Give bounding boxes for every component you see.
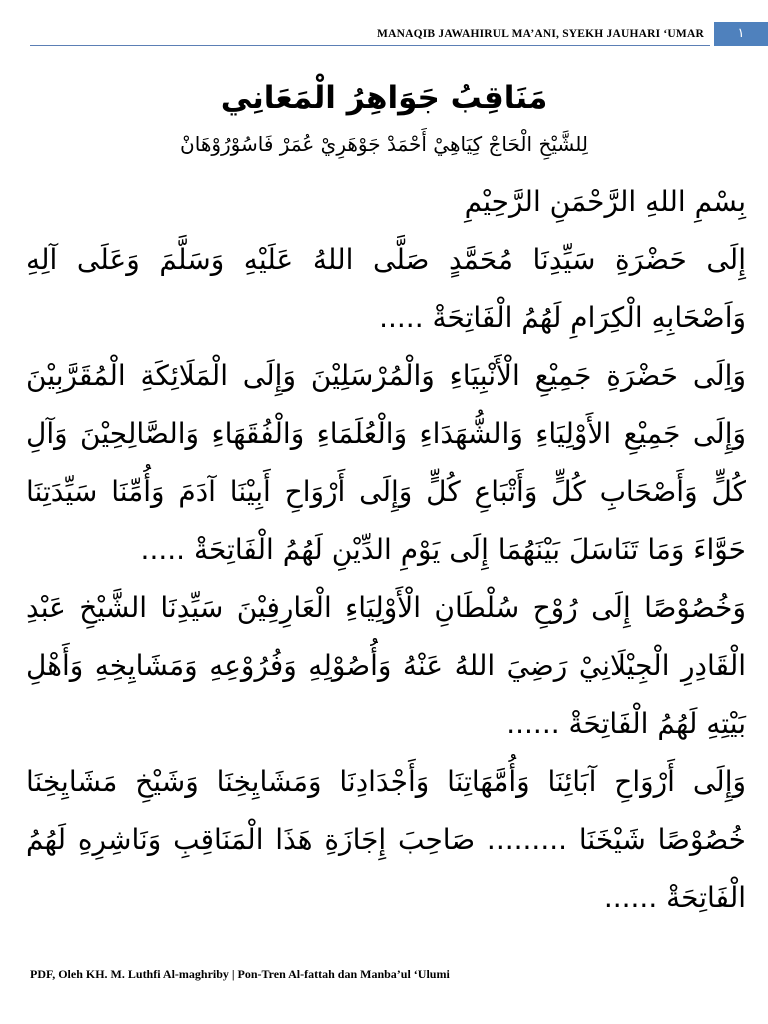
page-header — [0, 22, 768, 48]
paragraph: وَاِلَى حَضْرَةِ جَمِيْعِ الْأَنْبِيَاءِ وَالْمُرْسَلِيْنَ وَإِلَى الْمَلَائِكَةِ الْمُقَرَّبِيْنَ وَإِلَى جَمِيْعِ الأَوْلِيَاءِ وَالشُّهَدَاءِ وَالْعُلَمَاءِ وَالْفُقَهَاءِ وَالصَّالِحِيْنَ وَآلِ كُلٍّ وَأَصْحَابِ كُلٍّ وَأَتْبَاعِ كُلٍّ وَإِلَى أَرْوَاحِ أَبِيْنَا آدَمَ وَأُمِّنَا سَيِّدَتِنَا حَوَّاءَ وَمَا تَنَاسَلَ بَيْنَهُمَا إِلَى يَوْمِ الدِّيْنِ لَهُمُ الْفَاتِحَةْ ..... — [26, 359, 746, 566]
running-title: MANAQIB JAWAHIRUL MA’ANI, SYEKH JAUHARI ‘UMAR — [377, 28, 704, 40]
basmala: بِسْمِ اللهِ الرَّحْمَنِ الرَّحِيْمِ — [464, 185, 746, 218]
paragraph: إِلَى حَضْرَةِ سَيِّدِنَا مُحَمَّدٍ صَلَّى اللهُ عَلَيْهِ وَسَلَّمَ وَعَلَى آلِهِ وَاَصْحَابِهِ الْكِرَامِ لَهُمُ الْفَاتِحَةْ ..... — [26, 243, 746, 334]
header-rule — [30, 45, 710, 46]
page-footer: PDF, Oleh KH. M. Luthfi Al-maghriby | Pon-Tren Al-fattah dan Manba’ul ‘Ulumi — [30, 967, 450, 981]
document-title: مَنَاقِبُ جَوَاهِرُ الْمَعَانِي — [220, 80, 548, 116]
document-subtitle: لِلشَّيْخِ الْحَاجْ كِيَاهِيْ أَحْمَدْ جَوْهَرِيْ عُمَرْ فَاسُوْرُوْهَانْ — [180, 132, 588, 156]
paragraph: وَإِلَى أَرْوَاحِ آبَائِنَا وَأُمَّهَاتِنَا وَأَجْدَادِنَا وَمَشَايِخِنَا وَشَيْخِ مَشَايِخِنَا خُصُوْصًا شَيْخَنَا ......... صَاحِبَ إِجَازَةِ هَذَا الْمَنَاقِبِ وَنَاشِرِهِ لَهُمُ الْفَاتِحَةْ ...... — [26, 765, 746, 914]
paragraph: وَخُصُوْصًا إِلَى رُوْحِ سُلْطَانِ الْأَوْلِيَاءِ الْعَارِفِيْنَ سَيِّدِنَا الشَّيْخِ عَبْدِ الْقَادِرِ الْجِيْلَانِيْ رَضِيَ اللهُ عَنْهُ وَأُصُوْلِهِ وَفُرُوْعِهِ وَمَشَايِخِهِ وَأَهْلِ بَيْتِهِ لَهُمُ الْفَاتِحَةْ ...... — [26, 591, 746, 740]
page-number: ١ — [714, 22, 768, 46]
document-body — [26, 173, 746, 927]
